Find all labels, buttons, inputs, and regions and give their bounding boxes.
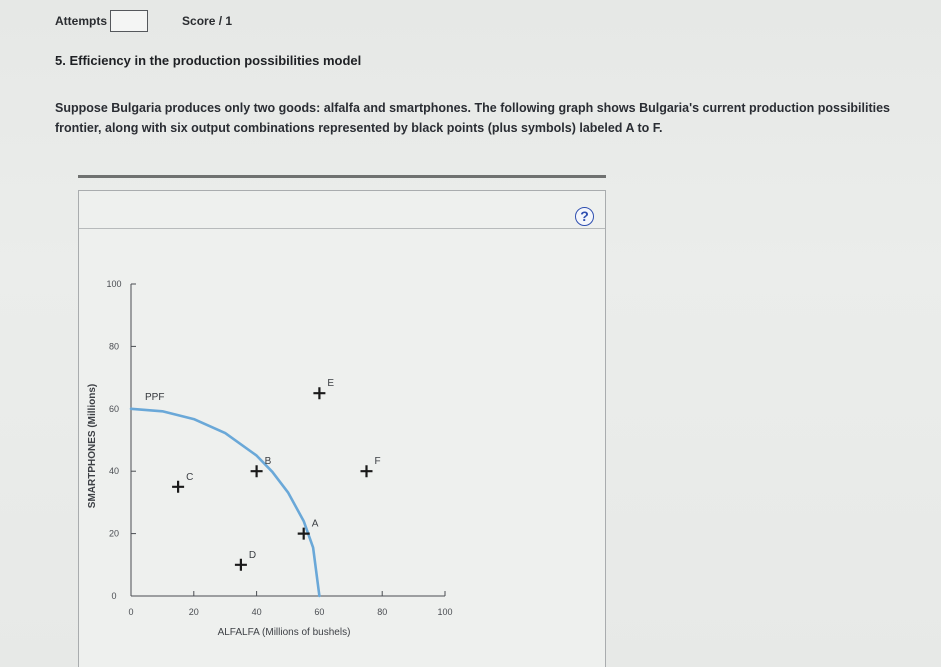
x-tick-label: 40 [251, 607, 262, 617]
point-c-label: C [186, 471, 194, 483]
point-f-label: F [374, 456, 381, 468]
x-axis-title: ALFALFA (Millions of bushels) [217, 627, 351, 638]
point-b-label: B [264, 456, 272, 468]
question-body: Suppose Bulgaria produces only two goods: alfalfa and smartphones. The following graph shows Bulgaria's current production possibilities frontier, along with six output combinations represented by black points (plus symbols) labeled A to F. [55, 101, 891, 135]
y-tick-label: 80 [108, 341, 120, 352]
ppf-label: PPF [145, 391, 165, 403]
x-tick-label: 100 [437, 607, 453, 617]
point-a-label: A [311, 518, 319, 530]
y-tick-label: 20 [108, 528, 120, 539]
point-e-label: E [327, 378, 335, 390]
x-tick-label: 20 [188, 607, 199, 617]
x-tick-label: 0 [128, 607, 134, 617]
y-axis-title: SMARTPHONES (Millions) [87, 383, 98, 509]
attempts-label: Attempts [55, 14, 108, 28]
score-label: Score / 1 [182, 14, 233, 28]
x-tick-label: 60 [314, 607, 325, 617]
point-b-marker [251, 465, 263, 477]
point-e-marker [313, 387, 325, 399]
point-c-marker [172, 481, 184, 493]
point-d-marker [235, 559, 247, 571]
x-tick-label: 80 [377, 607, 388, 617]
y-tick-label: 40 [108, 466, 120, 477]
point-f-marker [361, 465, 373, 477]
question-title: 5. Efficiency in the production possibilities model [55, 53, 362, 68]
y-tick-label: 0 [111, 591, 117, 601]
help-icon[interactable]: ? [575, 207, 594, 226]
y-tick-label: 100 [106, 279, 122, 289]
ppf-curve [131, 409, 319, 596]
point-d-label: D [248, 549, 257, 561]
y-tick-label: 60 [108, 403, 120, 414]
